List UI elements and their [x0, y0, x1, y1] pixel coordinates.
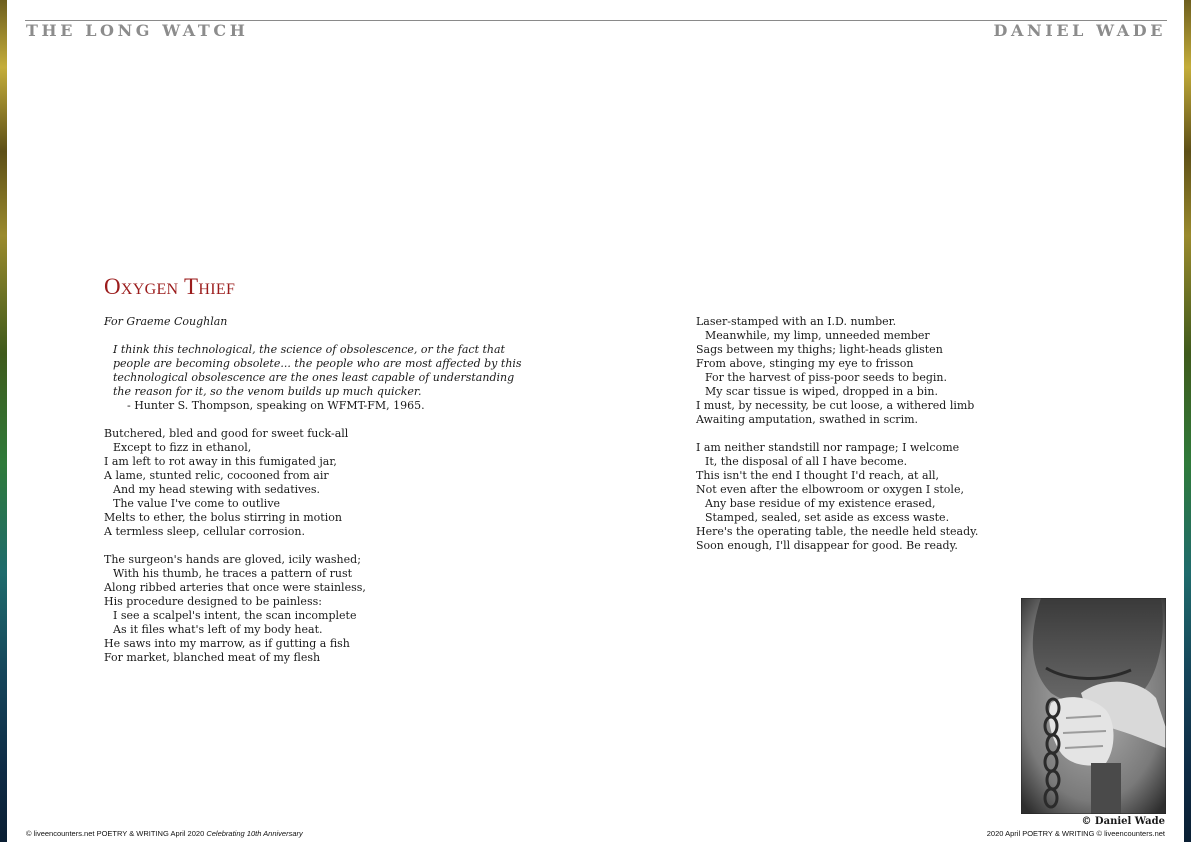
- poem-line: Soon enough, I'll disappear for good. Be ready.: [696, 539, 958, 552]
- stanza-3: [696, 315, 978, 427]
- poem-line: I see a scalpel's intent, the scan incomplete: [113, 609, 357, 622]
- poem-dedication: For Graeme Coughlan: [104, 315, 228, 328]
- poem-left-column: [104, 427, 366, 679]
- poem-line: For the harvest of piss-poor seeds to begin.: [705, 371, 947, 384]
- running-head-author: DANIEL WADE: [993, 21, 1166, 40]
- stanza-2: [104, 553, 366, 665]
- epigraph-text: I think this technological, the science of obsolescence, or the fact that people are becoming obsolete... the people who are most affected by this technological obsolescence are the ones least capable of understanding the reason for it, so the venom builds up much quicker.: [113, 343, 522, 398]
- poem-line: Laser-stamped with an I.D. number.: [696, 315, 897, 328]
- poem-line: He saws into my marrow, as if gutting a fish: [104, 637, 350, 650]
- poem-line: Not even after the elbowroom or oxygen I stole,: [696, 483, 964, 496]
- poem-line: A lame, stunted relic, cocooned from air: [104, 469, 329, 482]
- poem-line: The surgeon's hands are gloved, icily washed;: [104, 553, 361, 566]
- running-head-title: THE LONG WATCH: [26, 21, 249, 40]
- poem-line: A termless sleep, cellular corrosion.: [104, 525, 306, 538]
- poem-line: I am left to rot away in this fumigated jar,: [104, 455, 337, 468]
- stanza-1: [104, 427, 366, 539]
- right-page-edge: [1184, 0, 1191, 842]
- stanza-4: [696, 441, 978, 553]
- poem-line: Except to fizz in ethanol,: [113, 441, 252, 454]
- poem-title: Oxygen Thief: [104, 274, 236, 299]
- poem-right-column: [696, 315, 978, 567]
- footer-anniversary: Celebrating 10th Anniversary: [206, 829, 303, 838]
- poem-line: I must, by necessity, be cut loose, a withered limb: [696, 399, 975, 412]
- poem-line: This isn't the end I thought I'd reach, at all,: [696, 469, 940, 482]
- poem-line: Melts to ether, the bolus stirring in motion: [104, 511, 342, 524]
- poem-line: His procedure designed to be painless:: [104, 595, 322, 608]
- photo-caption: © Daniel Wade: [1081, 816, 1165, 827]
- poem-line: Awaiting amputation, swathed in scrim.: [696, 413, 919, 426]
- poem-line: I am neither standstill nor rampage; I welcome: [696, 441, 960, 454]
- poem-line: From above, stinging my eye to frisson: [696, 357, 914, 370]
- footer-right: 2020 April POETRY & WRITING © liveencounters.net: [986, 829, 1165, 838]
- poem-line: Along ribbed arteries that once were stainless,: [104, 581, 366, 594]
- poem-line: And my head stewing with sedatives.: [113, 483, 321, 496]
- poem-line: For market, blanched meat of my flesh: [104, 651, 321, 664]
- left-page-edge: [0, 0, 7, 842]
- author-photo: [1021, 598, 1166, 814]
- poem-line: Meanwhile, my limp, unneeded member: [705, 329, 930, 342]
- epigraph-attribution: - Hunter S. Thompson, speaking on WFMT-FM, 1965.: [127, 399, 425, 412]
- poem-line: The value I've come to outlive: [113, 497, 281, 510]
- poem-line: Any base residue of my existence erased,: [705, 497, 936, 510]
- photo-illustration: [1021, 598, 1166, 814]
- footer-left-text: © liveencounters.net POETRY & WRITING April 2020: [26, 829, 207, 838]
- epigraph: [113, 343, 533, 413]
- footer-left: [26, 829, 303, 838]
- poem-line: As it files what's left of my body heat.: [113, 623, 323, 636]
- poem-line: Sags between my thighs; light-heads glisten: [696, 343, 943, 356]
- poem-line: With his thumb, he traces a pattern of rust: [113, 567, 353, 580]
- poem-line: My scar tissue is wiped, dropped in a bin.: [705, 385, 938, 398]
- poem-line: It, the disposal of all I have become.: [705, 455, 908, 468]
- poem-line: Stamped, sealed, set aside as excess waste.: [705, 511, 950, 524]
- poem-line: Butchered, bled and good for sweet fuck-all: [104, 427, 349, 440]
- poem-line: Here's the operating table, the needle held steady.: [696, 525, 979, 538]
